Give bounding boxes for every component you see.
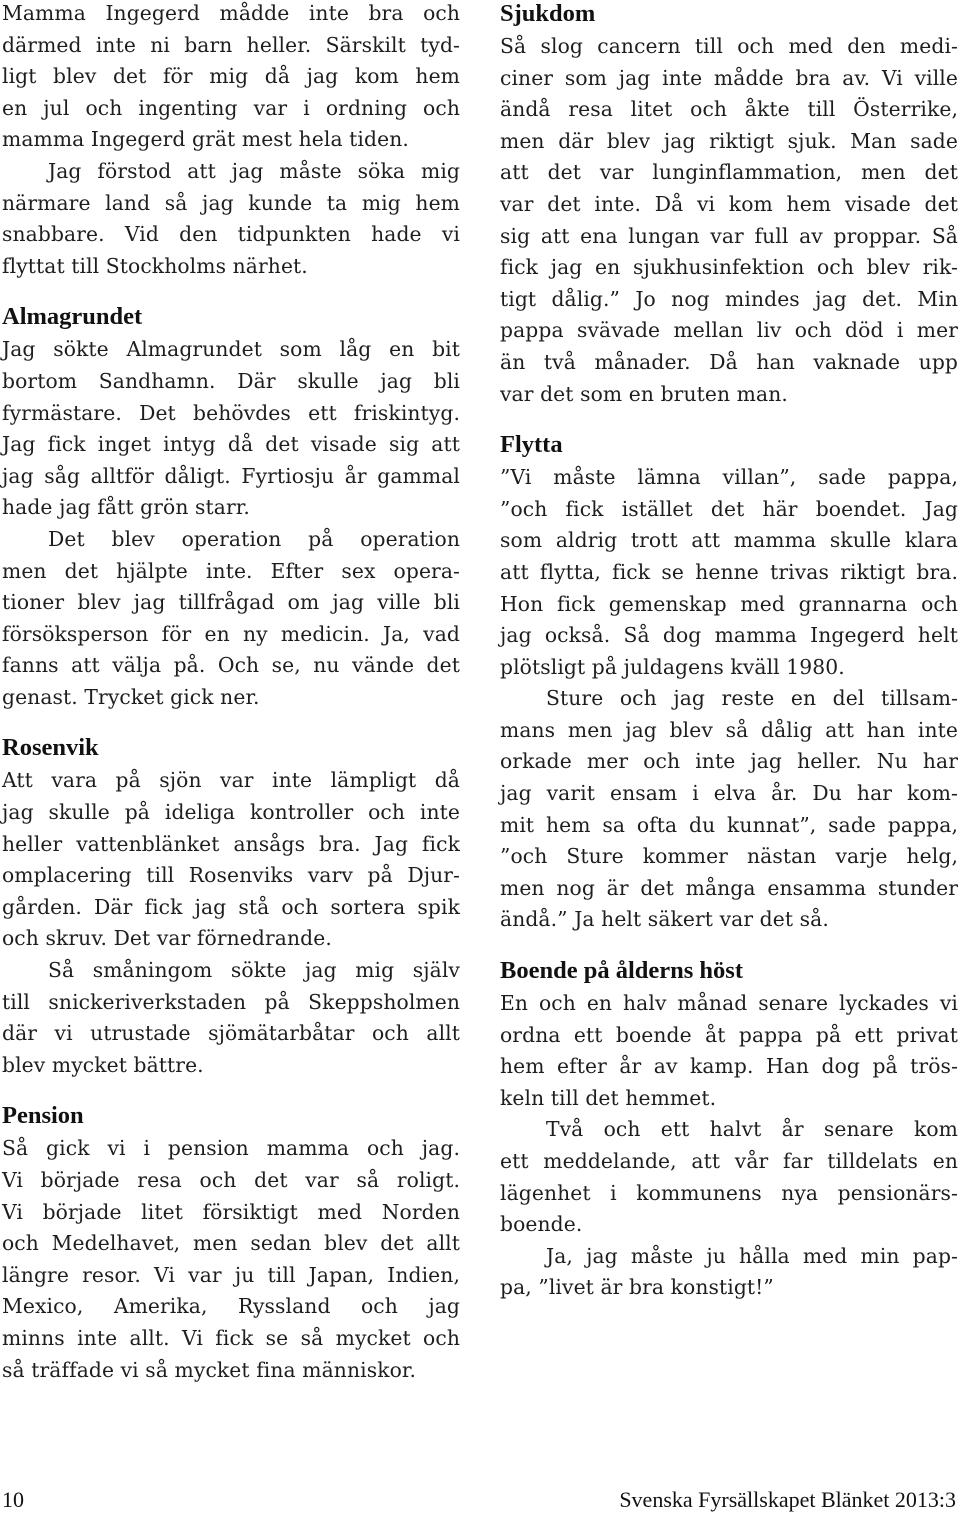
text-line: Jag fick inget intyg då det visade sig att	[2, 432, 460, 457]
text-line: så träffade vi så mycket fina människor.	[2, 1357, 417, 1382]
text-line: fick jag en sjukhusinfektion och blev rik-	[500, 255, 958, 280]
text-line: därmed inte ni barn heller. Särskilt tyd-	[2, 32, 460, 57]
text-line: ligt blev det för mig då jag kom hem	[2, 64, 460, 89]
text-line: pa, ”livet är bra konstigt!”	[500, 1275, 774, 1300]
text-line: sig att ena lungan var full av proppar. Så	[500, 223, 958, 248]
section-heading-boende: Boende på ålderns höst	[500, 957, 744, 985]
text-line: orkade mer och inte jag heller. Nu har	[500, 749, 958, 774]
text-line: jag såg alltför dåligt. Fyrtiosju år gammal	[2, 463, 460, 488]
text-line: flyttat till Stockholms närhet.	[2, 253, 308, 278]
left-column	[2, 0, 460, 1386]
text-line: där vi utrustade sjömätarbåtar och allt	[2, 1021, 460, 1046]
paragraph	[500, 1241, 958, 1304]
text-line: till snickeriverkstaden på Skeppsholmen	[2, 989, 460, 1014]
text-line: ”och Sture kommer nästan varje helg,	[500, 844, 958, 869]
text-line: Mamma Ingegerd mådde inte bra och	[2, 1, 460, 25]
text-line: genast. Trycket gick ner.	[2, 684, 260, 709]
text-line: gården. Där fick jag stå och sortera spik	[2, 894, 460, 919]
text-line: pappa svävade mellan liv och död i mer	[500, 318, 958, 343]
text-line: ett meddelande, att vår far tilldelats en	[500, 1149, 958, 1173]
text-line: jag också. Så dog mamma Ingegerd helt	[500, 623, 958, 648]
text-line: hem efter år av kamp. Han dog på trös-	[500, 1054, 958, 1079]
text-line: plötsligt på juldagens kväll 1980.	[500, 654, 845, 679]
text-line: längre resor. Vi var ju till Japan, Indien,	[2, 1262, 460, 1287]
text-line: Det blev operation på operation	[48, 526, 460, 551]
text-line: ändå.” Ja helt säkert var det så.	[500, 907, 829, 932]
text-line: heller vattenblänket ansågs bra. Jag fick	[2, 831, 460, 856]
text-line: var det inte. Då vi kom hem visade det	[500, 191, 958, 216]
text-line: ordna ett boende åt pappa på ett privat	[500, 1022, 958, 1047]
paragraph	[2, 524, 460, 714]
paragraph	[2, 0, 460, 156]
paragraph	[2, 334, 460, 524]
section-heading-almagrundet: Almagrundet	[2, 303, 143, 331]
paragraph	[2, 156, 460, 282]
text-line: och skruv. Det var förnedrande.	[2, 926, 332, 951]
section-heading-pension: Pension	[2, 1102, 84, 1130]
text-line: bortom Sandhamn. Där skulle jag bli	[2, 368, 460, 393]
text-line: som aldrig trott att mamma skulle klara	[500, 528, 958, 553]
text-line: jag varit ensam i elva år. Du har kom-	[500, 781, 958, 806]
text-line: Mexico, Amerika, Ryssland och jag	[2, 1294, 460, 1319]
text-line: en jul och ingenting var i ordning och	[2, 95, 460, 120]
text-line: keln till det hemmet.	[500, 1085, 717, 1110]
paragraph	[2, 765, 460, 955]
text-line: minns inte allt. Vi fick se så mycket och	[2, 1325, 460, 1350]
text-line: men nog är det många ensamma stunder	[500, 875, 958, 900]
page-number: 10	[2, 1487, 24, 1512]
text-line: mamma Ingegerd grät mest hela tiden.	[2, 127, 409, 152]
paragraph	[500, 683, 958, 936]
text-line: men där blev jag riktigt sjuk. Man sade	[500, 128, 958, 153]
paragraph	[500, 462, 958, 683]
text-line: Så gick vi i pension mamma och jag.	[2, 1136, 460, 1161]
text-line: men det hjälpte inte. Efter sex opera-	[2, 558, 460, 583]
publication-title: Svenska Fyrsällskapet Blänket 2013:3	[619, 1487, 956, 1512]
text-line: lägenhet i kommunens nya pensionärs-	[500, 1180, 958, 1205]
paragraph	[500, 988, 958, 1114]
text-line: blev mycket bättre.	[2, 1052, 204, 1077]
text-line: att flytta, fick se henne trivas riktigt bra.	[500, 559, 958, 584]
text-line: fyrmästare. Det behövdes ett friskintyg.	[2, 400, 460, 425]
text-line: mit hem sa ofta du kunnat”, sade pappa,	[500, 812, 958, 837]
text-line: närmare land så jag kunde ta mig hem	[2, 190, 460, 215]
text-line: jag skulle på ideliga kontroller och inte	[2, 800, 460, 825]
text-line: ”och fick istället det här boendet. Jag	[500, 496, 958, 521]
text-line: omplacering till Rosenviks varv på Djur-	[2, 863, 460, 888]
text-line: Jag förstod att jag måste söka mig	[48, 158, 460, 183]
text-line: Så slog cancern till och med den medi-	[500, 34, 958, 58]
text-line: Hon fick gemenskap med grannarna och	[500, 591, 958, 616]
text-line: Vi började resa och det var så roligt.	[2, 1168, 460, 1192]
paragraph	[2, 955, 460, 1081]
text-line: tigt dålig.” Jo nog mindes jag det. Min	[500, 286, 958, 311]
paragraph	[2, 1133, 460, 1386]
text-line: boende.	[500, 1212, 583, 1237]
text-line: Sture och jag reste en del tillsam-	[546, 686, 958, 711]
section-heading-sjukdom: Sjukdom	[500, 0, 596, 27]
text-line: Två och ett halvt år senare kom	[546, 1117, 958, 1142]
text-line: att det var lunginflammation, men det	[500, 160, 958, 185]
paragraph	[500, 31, 958, 410]
text-line: fanns att välja på. Och se, nu vände det	[2, 653, 460, 678]
text-line: ändå resa litet och åkte till Österrike,	[500, 97, 958, 122]
text-line: än två månader. Då han vaknade upp	[500, 349, 958, 374]
text-line: var det som en bruten man.	[500, 381, 788, 406]
paragraph	[500, 1114, 958, 1240]
text-line: mans men jag blev så dålig att han inte	[500, 717, 958, 742]
right-column	[500, 0, 958, 1304]
text-line: tioner blev jag tillfrågad om jag ville bli	[2, 590, 460, 615]
text-line: Vi började litet försiktigt med Norden	[2, 1199, 460, 1224]
text-line: snabbare. Vid den tidpunkten hade vi	[2, 222, 460, 247]
section-heading-flytta: Flytta	[500, 431, 563, 459]
text-line: ”Vi måste lämna villan”, sade pappa,	[500, 465, 958, 490]
section-heading-rosenvik: Rosenvik	[2, 734, 99, 762]
text-line: försöksperson för en ny medicin. Ja, vad	[2, 621, 460, 646]
text-line: Ja, jag måste ju hålla med min pap-	[546, 1243, 958, 1268]
text-line: hade jag fått grön starr.	[2, 495, 250, 520]
text-line: Jag sökte Almagrundet som låg en bit	[2, 337, 460, 362]
text-line: En och en halv månad senare lyckades vi	[500, 991, 958, 1016]
text-line: ciner som jag inte mådde bra av. Vi ville	[500, 65, 958, 90]
text-line: Så småningom sökte jag mig själv	[48, 958, 460, 983]
text-line: Att vara på sjön var inte lämpligt då	[2, 768, 460, 793]
text-line: och Medelhavet, men sedan blev det allt	[2, 1231, 460, 1256]
